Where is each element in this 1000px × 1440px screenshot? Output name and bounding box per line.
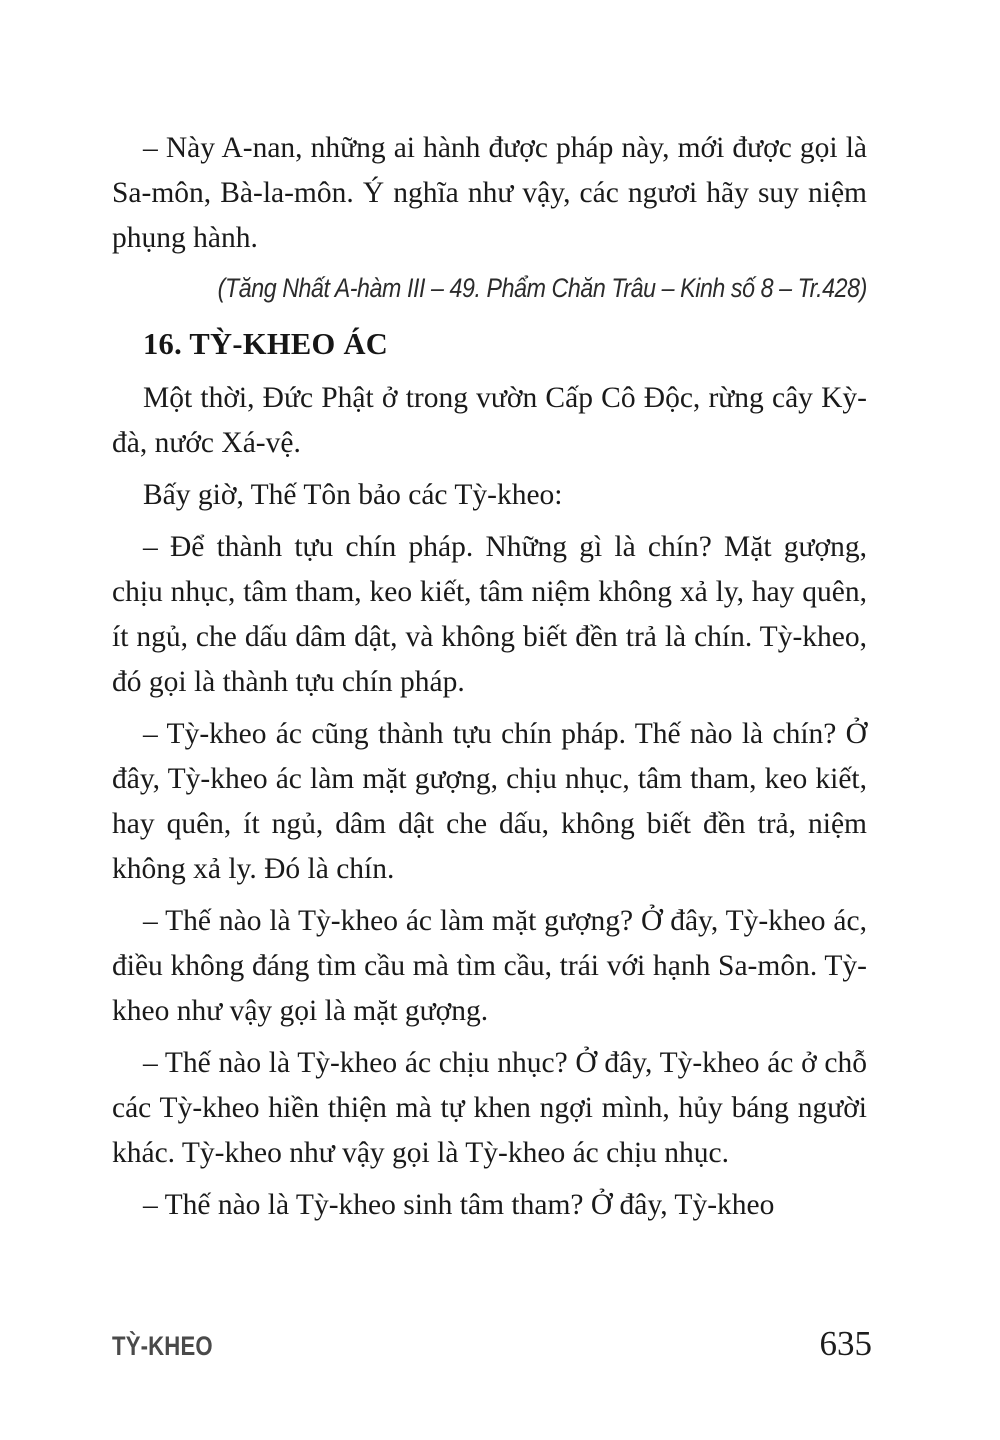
- section-heading: 16. TỲ-KHEO ÁC: [143, 327, 389, 361]
- paragraph-evil-bhikkhu-nine: – Tỳ-kheo ác cũng thành tựu chín pháp. Thế nào là chín? Ở đây, Tỳ-kheo ác làm mặt gượng, chịu nhục, tâm tham, keo kiết, hay quên, ít ngủ, dâm dật che dấu, không biết đền trả, niệm không xả ly. Đó là chín.: [112, 718, 867, 885]
- paragraph-setting: Một thời, Đức Phật ở trong vườn Cấp Cô Độc, rừng cây Kỳ-đà, nước Xá-vệ.: [112, 382, 867, 459]
- scripture-citation-line: [112, 268, 867, 308]
- paragraph-intro: Bấy giờ, Thế Tôn bảo các Tỳ-kheo:: [143, 479, 563, 511]
- paragraph-mat-guong: – Thế nào là Tỳ-kheo ác làm mặt gượng? Ở đây, Tỳ-kheo ác, điều không đáng tìm cầu mà tìm cầu, trái với hạnh Sa-môn. Tỳ-kheo như vậy gọi là mặt gượng.: [112, 905, 867, 1027]
- paragraph-tam-tham: – Thế nào là Tỳ-kheo sinh tâm tham? Ở đây, Tỳ-kheo: [143, 1189, 775, 1221]
- closing-paragraph: – Này A-nan, những ai hành được pháp này, mới được gọi là Sa-môn, Bà-la-môn. Ý nghĩa như vậy, các ngươi hãy suy niệm phụng hành.: [112, 132, 867, 254]
- footer-running-title: [112, 1328, 235, 1364]
- page-text-block: [112, 126, 867, 1235]
- scripture-citation: (Tăng Nhất A-hàm III – 49. Phẩm Chăn Trâu – Kinh số 8 – Tr.428): [217, 273, 867, 303]
- page-number: 635: [819, 1324, 872, 1363]
- running-title-text: TỲ-KHEO: [112, 1331, 213, 1361]
- paragraph-nine-dharmas: – Để thành tựu chín pháp. Những gì là chín? Mặt gượng, chịu nhục, tâm tham, keo kiết, tâm niệm không xả ly, hay quên, ít ngủ, che dấu dâm dật, và không biết đền trả là chín. Tỳ-kheo, đó gọi là thành tựu chín pháp.: [112, 531, 867, 698]
- paragraph-chiu-nhuc: – Thế nào là Tỳ-kheo ác chịu nhục? Ở đây, Tỳ-kheo ác ở chỗ các Tỳ-kheo hiền thiện mà tự khen ngợi mình, hủy báng người khác. Tỳ-kheo như vậy gọi là Tỳ-kheo ác chịu nhục.: [112, 1047, 867, 1169]
